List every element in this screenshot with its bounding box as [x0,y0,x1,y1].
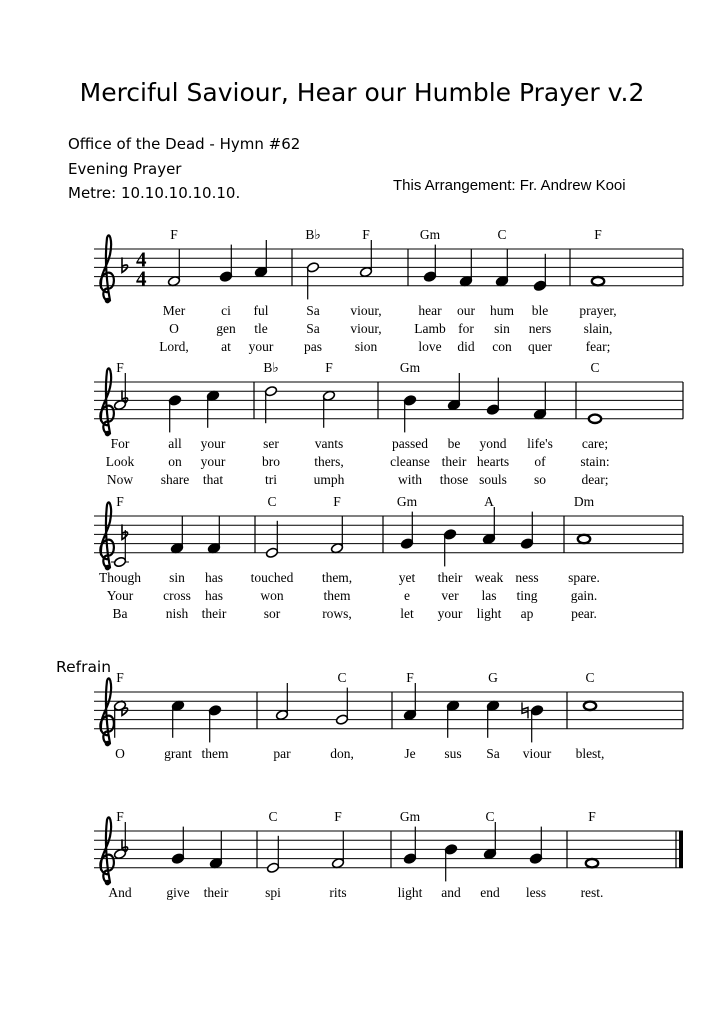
notehead [206,390,219,401]
lyric-syllable: sin [169,569,185,585]
lyric-syllable: all [168,435,182,451]
time-signature-bottom: 4 [136,266,147,291]
lyric-syllable: of [534,453,546,469]
notehead [219,271,232,282]
treble-clef-icon [100,368,114,433]
lyric-syllable: don, [330,745,354,761]
lyric-syllable: For [110,435,130,451]
chord-symbol: C [585,670,595,685]
notehead [264,385,277,396]
lyric-syllable: ful [253,302,269,318]
chord-symbol: F [334,809,342,824]
lyric-syllable: pas [304,338,322,354]
lyric-syllable: ver [441,587,459,603]
chord-symbol: F [116,670,124,685]
lyric-syllable: pear. [571,605,597,621]
lyric-syllable: And [108,884,132,900]
notehead [403,853,416,864]
notehead [113,556,126,567]
notehead [330,542,343,553]
chord-symbol: Gm [399,360,421,375]
lyric-syllable: umph [313,471,345,487]
lyric-syllable: rows, [322,605,352,621]
notehead [254,266,267,277]
lyric-syllable: hearts [476,453,510,469]
lyric-syllable: gain. [570,587,598,603]
lyric-syllable: O [115,745,125,761]
lyric-syllable: be [447,435,461,451]
lyric-syllable: Though [99,569,141,585]
notehead [520,538,533,549]
lyric-syllable: ap [520,605,534,621]
notehead [529,853,542,864]
treble-clef-icon [100,817,114,882]
notehead [322,390,335,401]
notehead [447,399,460,410]
lyric-syllable: your [200,435,226,451]
chord-symbol: C [485,809,495,824]
lyric-syllable: give [166,884,190,900]
notehead [578,535,590,543]
notehead [265,547,278,558]
notehead [483,848,496,859]
notehead [359,266,372,277]
lyric-syllable: sin [494,320,510,336]
staff-system [94,494,683,621]
treble-clef-icon [100,678,114,743]
staff-system [94,670,683,761]
lyric-syllable: rest. [580,884,604,900]
lyric-syllable: won [260,587,284,603]
lyric-syllable: weak [474,569,504,585]
chord-symbol: F [362,227,370,242]
lyric-syllable: stain: [580,453,610,469]
notehead [459,275,472,286]
lyric-syllable: on [168,453,182,469]
lyric-syllable: yond [479,435,507,451]
chord-symbol: C [337,670,347,685]
refrain-label: Refrain [56,658,112,676]
chord-symbol: Gm [399,809,421,824]
notehead [209,857,222,868]
lyric-syllable: did [457,338,475,354]
notehead [207,542,220,553]
notehead [530,705,543,716]
lyric-syllable: their [441,453,467,469]
lyric-syllable: las [481,587,497,603]
lyric-syllable: touched [250,569,294,585]
lyric-syllable: passed [392,435,428,451]
lyric-syllable: nish [165,605,189,621]
lyric-syllable: Lord, [159,338,189,354]
notehead [171,700,184,711]
lyric-syllable: sion [354,338,378,354]
lyric-syllable: them [201,745,229,761]
lyric-syllable: con [492,338,512,354]
chord-symbol: C [497,227,507,242]
lyric-syllable: ser [263,435,279,451]
lyric-syllable: par [273,745,291,761]
lyric-syllable: care; [581,435,609,451]
lyric-syllable: sus [444,745,462,761]
lyric-syllable: sor [263,605,281,621]
notehead [113,700,126,711]
lyric-syllable: and [441,884,461,900]
lyric-syllable: life's [527,435,553,451]
lyric-syllable: our [457,302,475,318]
notehead [168,395,181,406]
notehead [486,404,499,415]
lyric-syllable: that [202,471,224,487]
arrangement-credit: This Arrangement: Fr. Andrew Kooi [393,177,626,194]
notehead [167,275,180,286]
lyric-syllable: your [437,605,463,621]
lyric-syllable: souls [479,471,507,487]
lyric-syllable: hum [489,302,515,318]
chord-symbol: C [590,360,600,375]
lyric-syllable: viour [522,745,552,761]
lyric-syllable: ci [221,302,231,318]
lyric-syllable: their [201,605,227,621]
treble-clef-icon [105,431,111,437]
chord-symbol: C [268,809,278,824]
staff-system [94,227,683,354]
lyric-syllable: cross [163,587,191,603]
lyric-syllable: Now [106,471,134,487]
lyric-syllable: hear [418,302,442,318]
notehead [586,859,598,867]
lyric-syllable: dear; [581,471,609,487]
chord-symbol: C [267,494,277,509]
lyric-syllable: Ba [112,605,128,621]
treble-clef-icon [100,502,114,567]
lyric-syllable: for [458,320,474,336]
lyric-syllable: vants [314,435,344,451]
notehead [170,542,183,553]
metre-label: Metre: 10.10.10.10.10. [68,184,241,202]
treble-clef-icon [105,741,111,747]
lyric-syllable: their [203,884,229,900]
lyric-syllable: ting [516,587,538,603]
lyric-syllable: thers, [314,453,344,469]
lyric-syllable: ness [515,569,539,585]
lyric-syllable: light [397,884,423,900]
notehead [275,709,288,720]
chord-symbol: F [406,670,414,685]
chord-symbol: F [170,227,178,242]
lyric-syllable: end [480,884,500,900]
lyric-syllable: viour, [350,302,382,318]
chord-symbol: A [484,494,494,509]
staff-system [94,360,683,487]
lyric-syllable: grant [164,745,192,761]
lyric-syllable: slain, [583,320,613,336]
lyric-syllable: viour, [350,320,382,336]
notehead [423,271,436,282]
chord-symbol: B♭ [305,227,321,242]
chord-symbol: Gm [396,494,418,509]
lyric-syllable: Sa [486,745,500,761]
lyric-syllable: quer [528,338,552,354]
chord-symbol: F [325,360,333,375]
staff-system [94,809,683,900]
final-barline [679,831,683,868]
lyric-syllable: blest, [575,745,605,761]
lyric-syllable: spare. [568,569,600,585]
service-label: Evening Prayer [68,160,182,178]
notehead [446,700,459,711]
lyric-syllable: ble [531,302,549,318]
chord-symbol: F [588,809,596,824]
notehead [400,538,413,549]
lyric-syllable: them, [321,569,353,585]
notehead [444,844,457,855]
lyric-syllable: bro [262,453,280,469]
notehead [589,415,601,423]
lyric-syllable: fear; [585,338,611,354]
treble-clef-icon [100,235,114,300]
lyric-syllable: their [437,569,463,585]
chord-symbol: Dm [573,494,595,509]
page-title: Merciful Saviour, Hear our Humble Prayer v.2 [79,78,645,107]
lyric-syllable: has [205,587,223,603]
notehead [403,395,416,406]
lyric-syllable: with [397,471,423,487]
lyric-syllable: those [439,471,469,487]
chord-symbol: F [116,809,124,824]
lyric-syllable: tri [265,471,277,487]
lyric-syllable: Lamb [414,320,446,336]
notehead [113,399,126,410]
notehead [113,848,126,859]
chord-symbol: B♭ [263,360,279,375]
notehead [533,408,546,419]
notehead [331,857,344,868]
notehead [403,709,416,720]
lyric-syllable: Mer [162,302,186,318]
lyric-syllable: Look [105,453,135,469]
lyric-syllable: share [160,471,190,487]
hymn-subtitle: Office of the Dead - Hymn #62 [68,135,301,153]
lyric-syllable: spi [265,884,281,900]
lyric-syllable: Sa [306,302,320,318]
notehead [584,702,596,710]
notehead [443,529,456,540]
lyric-syllable: Sa [306,320,320,336]
time-signature-top: 4 [136,247,147,272]
lyric-syllable: them [323,587,351,603]
notehead [335,714,348,725]
lyric-syllable: yet [398,569,416,585]
lyric-syllable: has [205,569,223,585]
chord-symbol: F [333,494,341,509]
notehead [482,533,495,544]
notehead [208,705,221,716]
lyric-syllable: love [418,338,442,354]
lyric-syllable: let [400,605,414,621]
lyric-syllable: e [404,587,410,603]
lyric-syllable: cleanse [390,453,430,469]
notehead [171,853,184,864]
notehead [533,280,546,291]
lyric-syllable: rits [329,884,347,900]
lyric-syllable: Your [106,587,134,603]
lyric-syllable: gen [216,320,236,336]
notehead [266,862,279,873]
treble-clef-icon [105,298,111,304]
lyric-syllable: Je [404,745,416,761]
lyric-syllable: prayer, [579,302,617,318]
chord-symbol: Gm [419,227,441,242]
chord-symbol: F [594,227,602,242]
chord-symbol: F [116,494,124,509]
notehead [592,277,604,285]
notehead [306,262,319,273]
lyric-syllable: less [525,884,547,900]
lyric-syllable: tle [254,320,268,336]
lyric-syllable: so [533,471,547,487]
lyric-syllable: ners [528,320,552,336]
notehead [495,275,508,286]
lyric-syllable: your [248,338,274,354]
lyric-syllable: your [200,453,226,469]
lyric-syllable: at [221,338,231,354]
notehead [486,700,499,711]
chord-symbol: G [488,670,498,685]
chord-symbol: F [116,360,124,375]
lyric-syllable: O [169,320,179,336]
flat-sign-icon [122,257,128,272]
lyric-syllable: light [476,605,502,621]
